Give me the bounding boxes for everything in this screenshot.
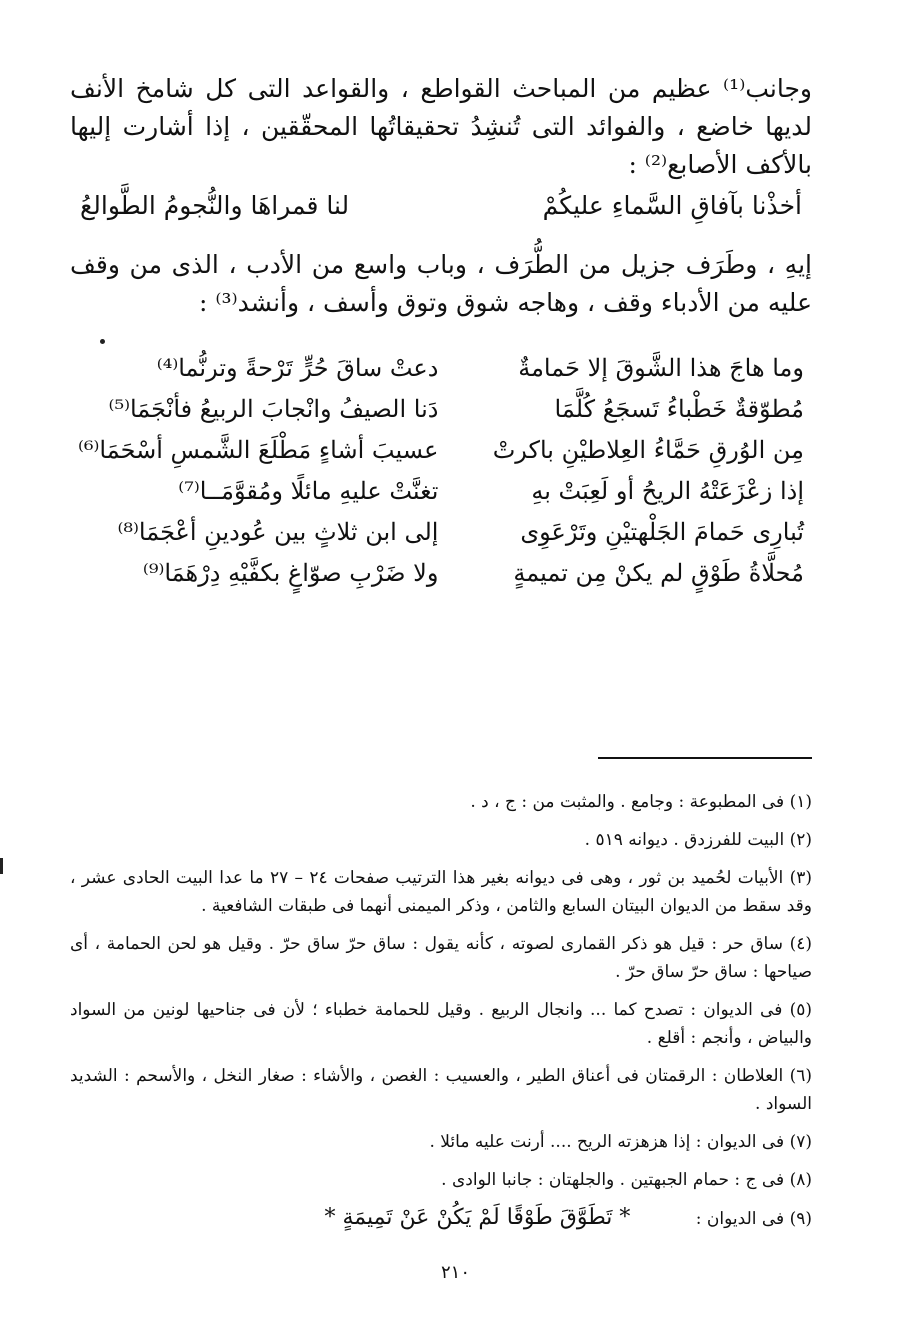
poem-line-3-second: عسيبَ أشاءٍ مَطْلَعَ الشَّمسِ أسْحَمَا⁽⁶⁾ (78, 436, 439, 464)
footnote-separator (598, 757, 812, 759)
poem-line-6-first: مُحلَّاةُ طَوْقٍ لم يكنْ مِن تميمةٍ (513, 559, 804, 587)
footnote-2: (٢) البيت للفرزدق . ديوانه ٥١٩ . (584, 830, 812, 850)
footnote-9-label: (٩) فى الديوان : (695, 1209, 812, 1229)
scan-edge-mark (0, 858, 3, 874)
page-number: ٢١٠ (440, 1262, 470, 1283)
footnote-5: (٥) فى الديوان : تصدح كما ... وانجال الربيع . وقيل للحمامة خطباء ؛ لأن فى جناحيها لونين من السواد والبياض ، وأنجم : أقلع . (70, 1000, 812, 1048)
poem-line-4-first: إذا زعْزَعَتْهُ الريحُ أو لَعِبَتْ بهِ (531, 477, 804, 505)
paragraph-1: وجانب⁽¹⁾ عظيم من المباحث القواطع ، والقواعد التى كل شامخ الأنف لديها خاضع ، والفوائد التى تُنشِدُ تحقيقاتُها المحقّقين ، إذا أشارت إليها بالأكف الأصابع⁽²⁾ : (70, 74, 812, 179)
footnote-1: (١) فى المطبوعة : وجامع . والمثبت من : ج ، د . (470, 792, 812, 812)
footnote-3: (٣) الأبيات لحُميد بن ثور ، وهى فى ديوانه بغير هذا الترتيب صفحات ٢٤ – ٢٧ ما عدا البيت الحادى عشر ، وقد سقط من الديوان البيتان السابع والثامن ، وذكر الميمنى أنهما فى طبقات الشافعية . (70, 868, 812, 916)
quoted-verse (80, 186, 802, 226)
footnotes (70, 788, 812, 1243)
poem-line-2-first: مُطوّقةٌ خَطْباءُ تَسجَعُ كُلَّمَا (554, 395, 804, 423)
poem-line-6-second: ولا ضَرْبِ صوّاغٍ بكفَّيْهِ دِرْهَمَا⁽⁹⁾ (142, 559, 439, 587)
poem-line-1-second: دعتْ ساقَ حُرٍّ تَرْحةً وترنُّما⁽⁴⁾ (156, 354, 439, 382)
footnote-4: (٤) ساق حر : قيل هو ذكر القمارى لصوته ، كأنه يقول : ساق حرّ ساق حرّ . وقيل هو لحن الحمامة ، أى صياحها : ساق حرّ ساق حرّ . (70, 934, 812, 982)
scan-dot-mark (100, 339, 105, 344)
poem-line-1-first: وما هاجَ هذا الشَّوقَ إلا حَمامةٌ (518, 354, 804, 382)
poem-line-5-second: إلى ابن ثلاثٍ بين عُودينِ أعْجَمَا⁽⁸⁾ (117, 518, 439, 546)
footnote-7: (٧) فى الديوان : إذا هزهزته الريح .... أرنت عليه مائلا . (429, 1132, 812, 1152)
poem (70, 348, 812, 594)
paragraph-2: إيهِ ، وطَرَف جزيل من الطُّرَف ، وباب واسع من الأدب ، الذى من وقف عليه من الأدباء وقف ، وهاجه شوق وتوق وأسف ، وأنشد⁽³⁾ : (70, 250, 812, 317)
verse-second-hemistich: لنا قمراهَا والنُّجومُ الطَّوالعُ (80, 191, 350, 220)
verse-first-hemistich: أخذْنا بآفاقِ السَّماءِ عليكُمْ (542, 191, 802, 220)
footnote-8: (٨) فى ج : حمام الجبهتين . والجلهتان : جانبا الوادى . (441, 1170, 812, 1190)
page-body (70, 70, 812, 1230)
footnote-9-verse: * تَطَوَّقَ طَوْقًا لَمْ يَكُنْ عَنْ تَمِيمَةٍ * (324, 1205, 631, 1230)
poem-line-4-second: تغنَّتْ عليهِ مائلًا ومُقوَّمَــا⁽⁷⁾ (178, 477, 439, 505)
footnote-9 (70, 1204, 812, 1233)
poem-line-3-first: مِن الوُرقِ حَمَّاءُ العِلاطيْنِ باكرتْ (492, 436, 804, 464)
footnote-6: (٦) العلاطان : الرقمتان فى أعناق الطير ، والعسيب : الغصن ، والأشاء : صغار النخل ، والأسحم : الشديد السواد . (70, 1066, 812, 1114)
poem-line-2-second: دَنا الصيفُ وانْجابَ الربيعُ فأنْجَمَا⁽⁵⁾ (108, 395, 439, 423)
poem-line-5-first: تُبارِى حَمامَ الجَلْهتيْنِ وتَرْعَوِى (520, 518, 804, 546)
